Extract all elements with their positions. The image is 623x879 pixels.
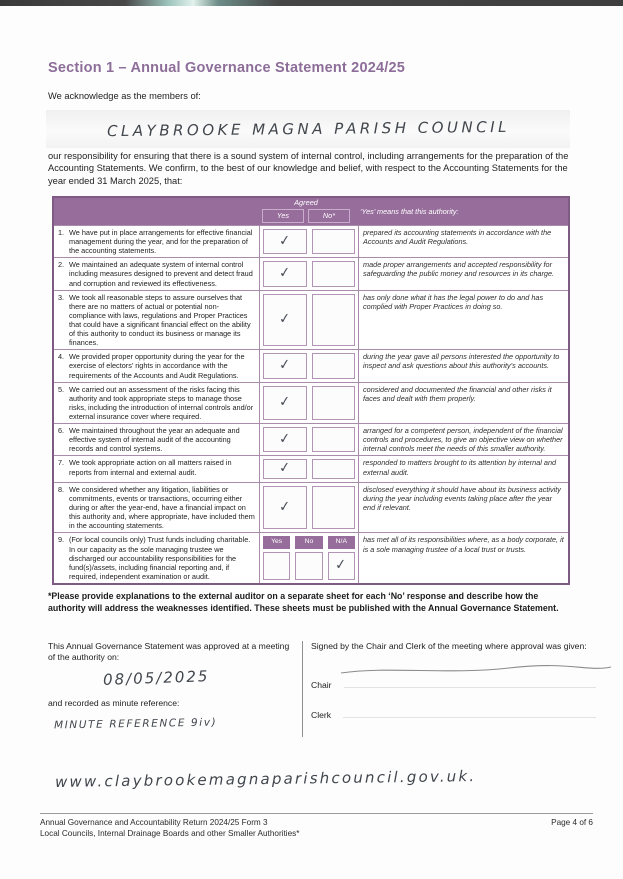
statement-cell (54, 350, 260, 381)
tick-mark: ✓ (334, 556, 348, 574)
na-option-header: N/A (328, 536, 355, 548)
tick-mark: ✓ (277, 232, 292, 250)
statement-text: We considered whether any litigation, liabilities or commitments, events or transactions, occurring either during or after the year-end, have a financial impact on this authority and, where appropriate, have included them in the accounting statements. (69, 484, 255, 531)
table-row (54, 382, 568, 423)
no-column-header: No* (308, 209, 350, 223)
chair-label: Chair (311, 680, 332, 691)
answer-cell (260, 350, 359, 381)
council-name-field[interactable] (46, 110, 570, 148)
statement-text: We carried out an assessment of the risks facing this authority and took appropriate steps to manage those risks, including the introduction of internal controls and/or external insurance cover where required. (69, 384, 254, 421)
table-row (54, 290, 568, 350)
answer-option-no (312, 353, 356, 378)
meaning-text: made proper arrangements and accepted responsibility for safeguarding the public money and resources in its charge. (363, 260, 555, 279)
meaning-text: during the year gave all persons interested the opportunity to inspect and ask questions about this authority’s accounts. (363, 352, 560, 371)
no-checkbox[interactable] (312, 294, 356, 347)
answer-option-yes (263, 427, 307, 452)
no-checkbox[interactable] (312, 459, 356, 479)
answer-option-yes (263, 536, 290, 580)
meaning-column-header: ‘Yes’ means that this authority: (360, 207, 459, 216)
no-checkbox[interactable] (312, 353, 356, 378)
statement-number: 8. (58, 484, 65, 494)
statement-number: 4. (58, 352, 65, 362)
answer-option-yes (263, 386, 307, 420)
tick-mark: ✓ (277, 310, 292, 328)
statement-text: (For local councils only) Trust funds including charitable. In our capacity as the sole managing trustee we discharged our accountability responsibilities for the fund(s)/assets, including financial reporting and, if required, independent examination or audit. (69, 535, 251, 581)
na-checkbox[interactable] (328, 552, 355, 580)
statement-text: We provided proper opportunity during the year for the exercise of electors’ rights in accordance with the requirements of the Accounts and Audit Regulations. (69, 352, 245, 380)
yes-checkbox[interactable] (263, 261, 307, 286)
approval-section (48, 641, 600, 749)
no-response-footnote: *Please provide explanations to the external auditor on a separate sheet for each ‘No’ response and describe how the authority will address the weaknesses identified. These sheets must be published with the Annual Governance Statement. (48, 591, 559, 613)
governance-statement-table (52, 196, 570, 585)
table-row (54, 225, 568, 257)
answer-option-yes (263, 486, 307, 530)
answer-option-no (312, 294, 356, 347)
governance-table-header (54, 198, 568, 225)
answer-option-yes (263, 294, 307, 347)
yes-checkbox[interactable] (263, 353, 307, 378)
answer-cell (260, 383, 359, 423)
footer-divider (40, 813, 593, 814)
answer-cell (260, 456, 359, 482)
minute-reference-handwritten[interactable]: MINUTE REFERENCE 9iv) (53, 716, 218, 731)
table-row (54, 257, 568, 289)
statement-number: 1. (58, 227, 65, 237)
answer-option-yes (263, 459, 307, 479)
yes-no-header-row (262, 209, 350, 223)
approved-at-text: This Annual Governance Statement was approved at a meeting of the authority on: (48, 641, 290, 663)
statement-cell (54, 456, 260, 482)
table-row (54, 482, 568, 533)
statement-number: 3. (58, 292, 65, 302)
answer-cell (260, 533, 359, 583)
meaning-text: responded to matters brought to its attention by internal and external audit. (363, 458, 557, 477)
statement-column-header (54, 198, 260, 225)
no-checkbox[interactable] (312, 427, 356, 452)
yes-checkbox[interactable] (263, 427, 307, 452)
responsibility-paragraph: our responsibility for ensuring that there is a sound system of internal control, including arrangements for the preparation of the Accounting Statements. We confirm, to the best of our knowledge and belief, with respect to the Accounting Statements for the year ended 31 March 2025, that: (48, 151, 569, 186)
answer-option-no (295, 536, 322, 580)
statement-cell (54, 383, 260, 423)
no-checkbox[interactable] (295, 552, 322, 580)
yes-column-header: Yes (262, 209, 304, 223)
answer-cell (260, 424, 359, 455)
agreed-header: Agreed (294, 198, 318, 207)
signature-column (311, 641, 600, 720)
answer-option-yes (263, 353, 307, 378)
chair-signature-row (311, 677, 600, 690)
yes-checkbox[interactable] (263, 386, 307, 420)
statement-cell (54, 258, 260, 289)
statement-cell (54, 424, 260, 455)
statement-cell (54, 226, 260, 257)
answer-option-no (312, 459, 356, 479)
footer-form-subtitle: Local Councils, Internal Drainage Boards and other Smaller Authorities* (40, 828, 300, 838)
answer-option-no (312, 486, 356, 530)
no-option-header: No (295, 536, 322, 548)
governance-table-rows (54, 225, 568, 583)
answer-option-no (312, 229, 356, 254)
tick-mark: ✓ (277, 430, 292, 448)
meaning-text: prepared its accounting statements in accordance with the Accounts and Audit Regulations. (363, 227, 552, 247)
statement-number: 9. (58, 535, 65, 545)
table-row (54, 455, 568, 482)
footer-titles (40, 818, 299, 839)
meaning-text: disclosed everything it should have about its business activity during the year including events taking place after the year end if relevant. (363, 484, 561, 513)
answer-option-no (312, 427, 356, 452)
answer-option-na (328, 536, 355, 580)
table-row (54, 423, 568, 455)
answer-cell (260, 258, 359, 289)
minute-reference-text: and recorded as minute reference: (48, 698, 180, 709)
tick-mark: ✓ (277, 459, 292, 477)
statement-number: 5. (58, 384, 65, 394)
website-url-handwritten: www.claybrookemagnaparishcouncil.gov.uk. (54, 767, 477, 791)
chair-signature-line[interactable] (344, 677, 596, 688)
statement-text: We maintained throughout the year an adequate and effective system of internal audit of the accounting records and control systems. (69, 426, 240, 454)
answer-cell (260, 226, 359, 257)
meaning-text: has only done what it has the legal power to do and has complied with Proper Practices in doing so. (363, 292, 544, 311)
footer-form-title: Annual Governance and Accountability Return 2024/25 Form 3 (40, 818, 268, 827)
meaning-text: arranged for a competent person, independent of the financial controls and procedures, to give an objective view on whether internal controls meet the needs of this smaller authority. (363, 426, 563, 454)
tick-mark: ✓ (277, 356, 292, 374)
tick-mark: ✓ (277, 393, 292, 411)
statement-text: We maintained an adequate system of internal control including measures designed to prevent and detect fraud and corruption and reviewed its effectiveness. (69, 260, 253, 288)
statement-number: 2. (58, 260, 65, 270)
signature-stroke (339, 662, 614, 678)
meaning-text: has met all of its responsibilities where, as a body corporate, it is a sole managing trustee of a local trust or trusts. (363, 535, 564, 554)
scan-edge-artifact (0, 0, 623, 6)
yes-option-header: Yes (263, 536, 290, 548)
tick-mark: ✓ (277, 498, 292, 516)
yes-checkbox[interactable] (263, 229, 307, 254)
table-row (54, 532, 568, 583)
council-name-handwritten: CLAYBROOKE MAGNA PARISH COUNCIL (106, 117, 510, 141)
approval-left-column (48, 641, 296, 730)
clerk-signature-row (311, 707, 600, 720)
answer-option-yes (263, 261, 307, 286)
answer-cell (260, 483, 359, 533)
tick-mark: ✓ (277, 264, 292, 282)
statement-text: We have put in place arrangements for effective financial management during the year, and for the preparation of the accounting statements. (69, 227, 253, 256)
page-footer (40, 813, 593, 839)
clerk-label: Clerk (311, 710, 332, 721)
agreed-column-group (260, 198, 352, 225)
no-checkbox[interactable] (312, 386, 356, 420)
footer-content (40, 818, 593, 839)
clerk-signature-line[interactable] (343, 707, 596, 718)
yes-checkbox[interactable] (263, 486, 307, 530)
answer-option-yes (263, 229, 307, 254)
acknowledge-intro: We acknowledge as the members of: (48, 91, 201, 101)
statement-cell (54, 483, 260, 533)
no-checkbox[interactable] (312, 261, 356, 286)
yes-checkbox[interactable] (263, 459, 307, 479)
statement-cell (54, 291, 260, 350)
table-row (54, 349, 568, 381)
yes-checkbox[interactable] (263, 294, 307, 347)
answer-option-no (312, 261, 356, 286)
statement-text: We took all reasonable steps to assure ourselves that there are no matters of actual or potential non-compliance with laws, regulations and Proper Practices that could have a significant financial effect on the ability of this authority to conduct its business or manage its finances. (69, 292, 251, 348)
page-number: Page 4 of 6 (551, 818, 593, 827)
statement-number: 6. (58, 426, 65, 436)
statement-number: 7. (58, 458, 65, 468)
signed-by-text: Signed by the Chair and Clerk of the meeting where approval was given: (311, 641, 587, 651)
column-divider (302, 641, 303, 737)
statement-text: We took appropriate action on all matters raised in reports from internal and external audit. (69, 458, 232, 477)
no-checkbox[interactable] (312, 486, 356, 530)
approval-date-handwritten[interactable]: 08/05/2025 (102, 667, 210, 690)
answer-cell (260, 291, 359, 350)
statement-cell (54, 533, 260, 583)
meaning-text: considered and documented the financial and other risks it faces and dealt with them properly. (363, 384, 552, 403)
no-checkbox[interactable] (312, 229, 356, 254)
section-title: Section 1 – Annual Governance Statement 2024/25 (48, 60, 405, 76)
answer-option-no (312, 386, 356, 420)
yes-checkbox[interactable] (263, 552, 290, 580)
